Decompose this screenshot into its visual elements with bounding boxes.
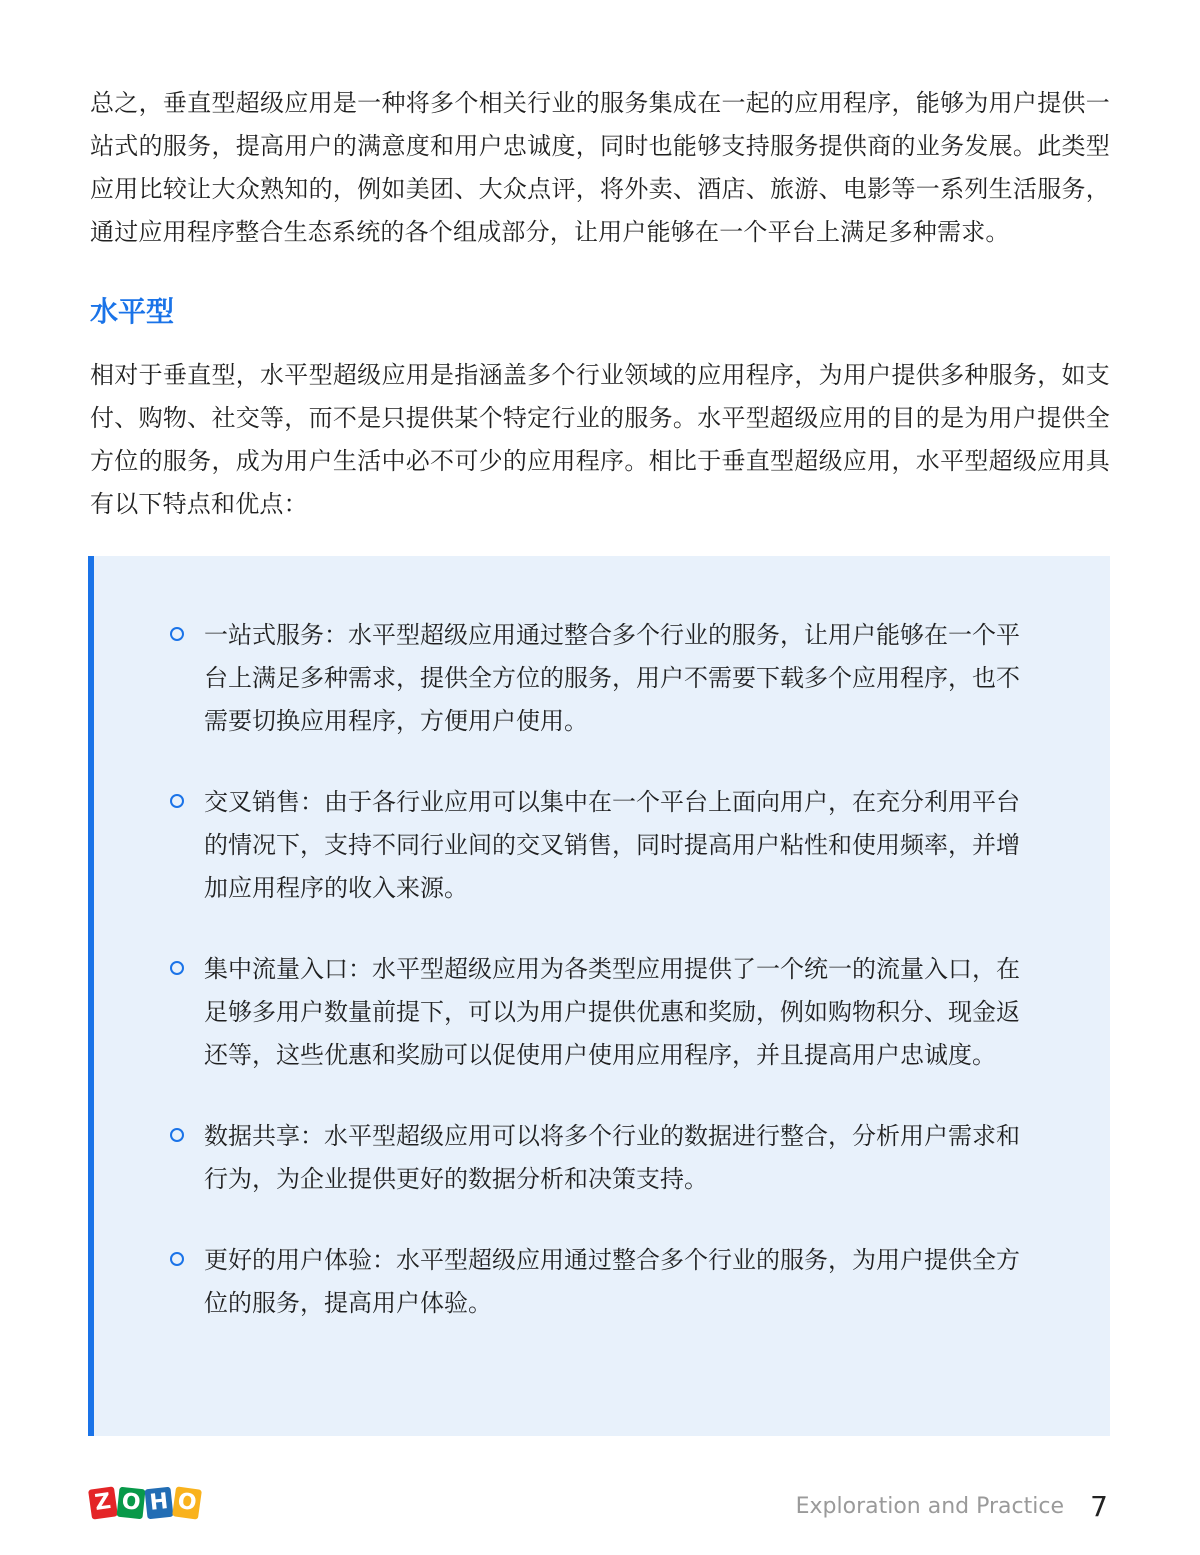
page-number: 7 — [1090, 1490, 1108, 1523]
logo-letter: O — [117, 1487, 146, 1520]
list-item-text: 数据共享：水平型超级应用可以将多个行业的数据进行整合，分析用户需求和行为，为企业提供更好的数据分析和决策支持。 — [204, 1122, 1020, 1193]
list-item-text: 集中流量入口：水平型超级应用为各类型应用提供了一个统一的流量入口，在足够多用户数量前提下，可以为用户提供优惠和奖励，例如购物积分、现金返还等，这些优惠和奖励可以促使用户使用应用程序，并且提高用户忠诚度。 — [204, 955, 1020, 1069]
list-item-text: 更好的用户体验：水平型超级应用通过整合多个行业的服务，为用户提供全方位的服务，提高用户体验。 — [204, 1246, 1020, 1317]
list-item-text: 一站式服务：水平型超级应用通过整合多个行业的服务，让用户能够在一个平台上满足多种需求，提供全方位的服务，用户不需要下载多个应用程序，也不需要切换应用程序，方便用户使用。 — [204, 621, 1020, 735]
page-content — [90, 82, 1110, 518]
list-item — [204, 948, 1024, 1077]
section-heading-horizontal: 水平型 — [90, 295, 175, 328]
list-item-text: 交叉销售：由于各行业应用可以集中在一个平台上面向用户，在充分利用平台的情况下，支持不同行业间的交叉销售，同时提高用户粘性和使用频率，并增加应用程序的收入来源。 — [204, 788, 1020, 902]
logo-letter: O — [172, 1486, 202, 1519]
zoho-logo — [90, 1488, 200, 1518]
paragraph-horizontal-intro: 相对于垂直型，水平型超级应用是指涵盖多个行业领域的应用程序，为用户提供多种服务，如支付、购物、社交等，而不是只提供某个特定行业的服务。水平型超级应用的目的是为用户提供全方位的服务，成为用户生活中必不可少的应用程序。相比于垂直型超级应用，水平型超级应用具有以下特点和优点： — [90, 361, 1110, 518]
circle-bullet-icon — [170, 794, 184, 808]
footer-title: Exploration and Practice — [795, 1494, 1064, 1519]
list-item — [204, 781, 1024, 910]
list-item — [204, 1115, 1024, 1201]
list-item — [204, 614, 1024, 743]
paragraph-vertical-summary: 总之，垂直型超级应用是一种将多个相关行业的服务集成在一起的应用程序，能够为用户提供一站式的服务，提高用户的满意度和用户忠诚度，同时也能够支持服务提供商的业务发展。此类型应用比较让大众熟知的，例如美团、大众点评，将外卖、酒店、旅游、电影等一系列生活服务，通过应用程序整合生态系统的各个组成部分，让用户能够在一个平台上满足多种需求。 — [90, 89, 1110, 246]
circle-bullet-icon — [170, 1252, 184, 1266]
logo-letter: H — [145, 1487, 174, 1520]
features-list — [204, 614, 1024, 1363]
circle-bullet-icon — [170, 627, 184, 641]
logo-letter: Z — [88, 1486, 118, 1519]
circle-bullet-icon — [170, 1128, 184, 1142]
features-callout-box — [88, 556, 1110, 1436]
page-footer — [90, 1488, 1110, 1532]
list-item — [204, 1239, 1024, 1325]
circle-bullet-icon — [170, 961, 184, 975]
